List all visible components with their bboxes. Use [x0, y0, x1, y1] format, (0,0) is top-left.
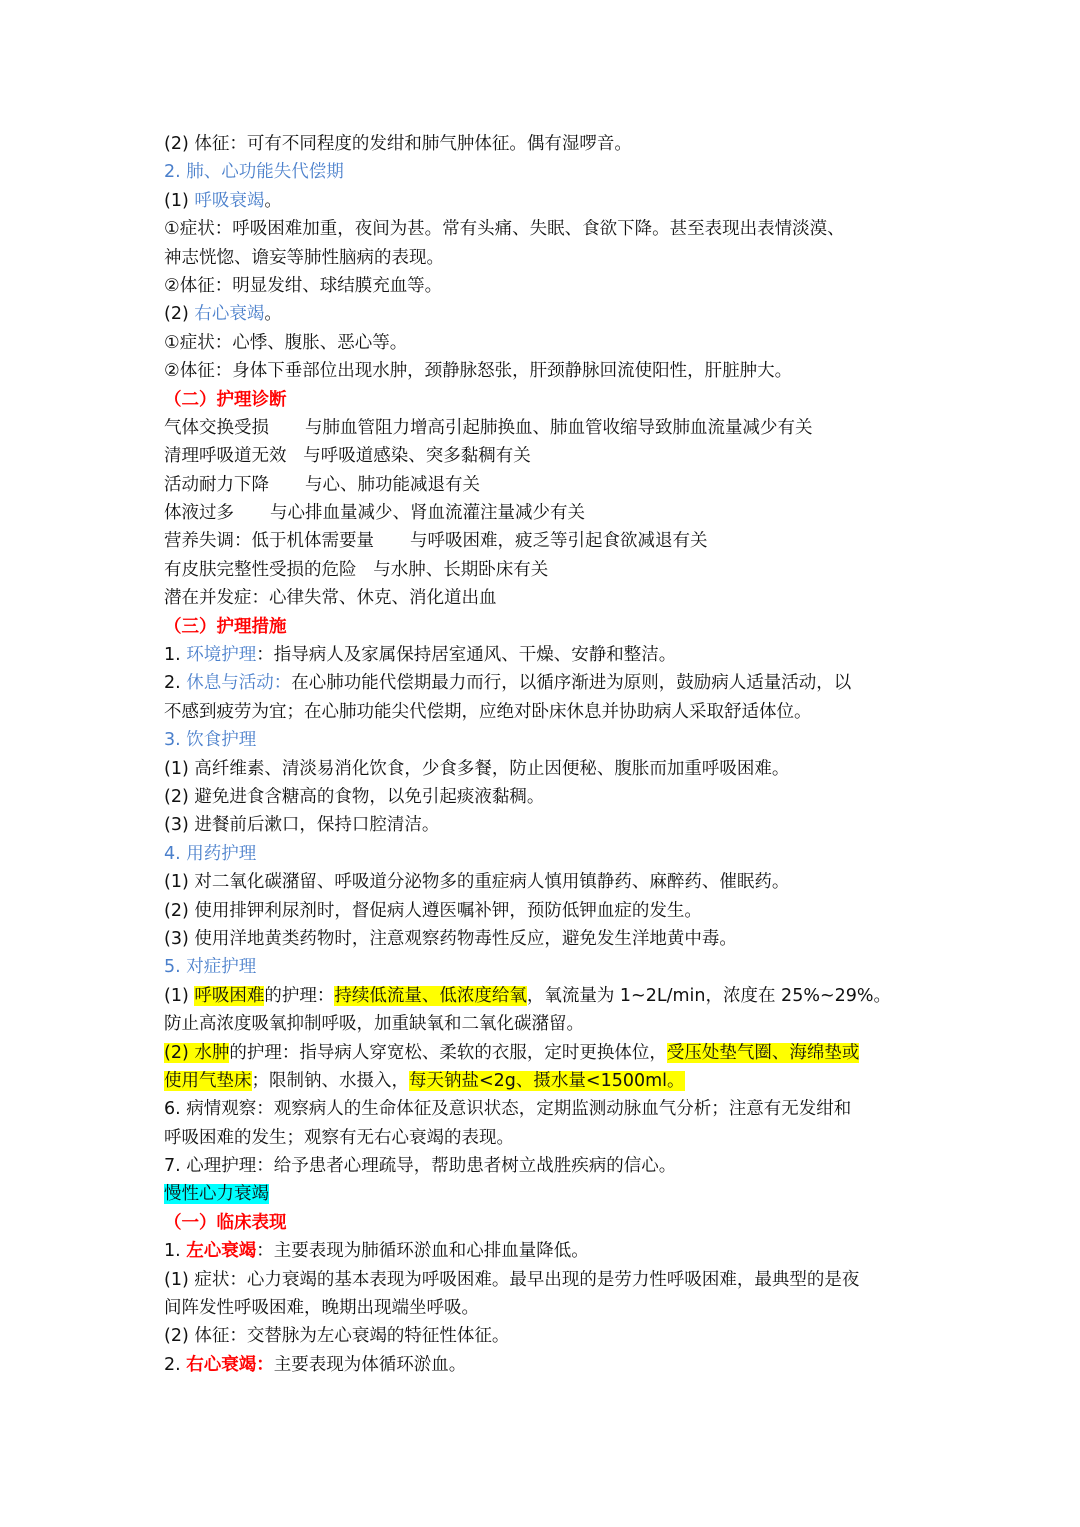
spacer: [287, 446, 304, 466]
text-line: [164, 187, 924, 215]
diagnosis-term: 气体交换受损: [164, 417, 269, 438]
text-line: [164, 215, 924, 243]
text-line: [164, 1010, 924, 1038]
text-span: 5. 对症护理: [164, 957, 257, 978]
diagnosis-term: 活动耐力下降: [164, 474, 269, 495]
diagnosis-term: 清理呼吸道无效: [164, 446, 287, 467]
text-line: [164, 300, 924, 328]
text-span: 在心肺功能代偿期最力而行，以循序渐进为原则，鼓励病人适量活动，以: [291, 673, 852, 694]
text-span: (2) 体征：交替脉为左心衰竭的特征性体征。: [164, 1326, 510, 1347]
section-heading: [164, 840, 924, 868]
text-span: ①症状：呼吸困难加重，夜间为甚。常有头痛、失眠、食欲下降。甚至表现出表情淡漠、: [164, 219, 845, 240]
text-span: (3) 使用洋地黄类药物时，注意观察药物毒性反应，避免发生洋地黄中毒。: [164, 928, 737, 949]
text-span: （二）护理诊断: [164, 389, 287, 410]
text-span: (1) 高纤维素、清淡易消化饮食，少食多餐，防止因便秘、腹胀而加重呼吸困难。: [164, 758, 790, 779]
text-line: [164, 1266, 924, 1294]
section-heading: [164, 613, 924, 641]
blue-term: 休息与活动：: [186, 673, 292, 694]
text-span: 。: [264, 190, 282, 211]
text-line: [164, 1294, 924, 1322]
text-line: [164, 527, 924, 555]
section-heading: [164, 158, 924, 186]
text-line: [164, 1095, 924, 1123]
text-span: 2.: [164, 1354, 187, 1375]
text-span: ；限制钠、水摄入，: [251, 1070, 409, 1091]
text-span: ，氧流量为 1~2L/min，浓度在 25%~29%。: [526, 985, 892, 1006]
diagnosis-term: 营养失调：低于机体需要量: [164, 531, 374, 552]
highlighted-text: 每天钠盐<2g、摄水量<1500ml。: [409, 1070, 685, 1091]
text-span: (3) 进餐前后漱口，保持口腔清洁。: [164, 815, 440, 836]
highlighted-term: 水肿: [194, 1042, 230, 1063]
chapter-title: 慢性心力衰竭: [164, 1184, 269, 1205]
diagnosis-term: 体液过多: [164, 503, 234, 524]
text-line: [164, 499, 924, 527]
text-line: [164, 130, 924, 158]
text-span: 间阵发性呼吸困难，晚期出现端坐呼吸。: [164, 1298, 479, 1319]
text-span: （三）护理措施: [164, 616, 287, 637]
text-span: 呼吸困难的发生；观察有无右心衰竭的表现。: [164, 1127, 514, 1148]
text-line: [164, 471, 924, 499]
text-span: (2) 使用排钾利尿剂时，督促病人遵医嘱补钾，预防低钾血症的发生。: [164, 900, 702, 921]
blue-term: 右心衰竭: [194, 304, 265, 325]
diagnosis-reason: 与呼吸道感染、突多黏稠有关: [303, 446, 531, 467]
text-line: [164, 357, 924, 385]
highlighted-term: 呼吸困难: [194, 985, 265, 1006]
highlighted-text: 使用气垫床: [164, 1070, 252, 1091]
diagnosis-reason: 与水肿、长期卧床有关: [373, 559, 549, 580]
highlighted-text: 受压处垫气圈、海绵垫或: [666, 1042, 860, 1063]
text-span: (1) 对二氧化碳潴留、呼吸道分泌物多的重症病人慎用镇静药、麻醉药、催眠药。: [164, 872, 790, 893]
text-span: (1): [164, 190, 195, 211]
diagnosis-reason: 与心排血量减少、肾血流灌注量减少有关: [270, 503, 585, 524]
text-span: ：指导病人及家属保持居室通风、干燥、安静和整洁。: [256, 645, 677, 666]
text-line: [164, 584, 924, 612]
text-span: 不感到疲劳为宜；在心肺功能尖代偿期，应绝对卧床休息并协助病人采取舒适体位。: [164, 701, 812, 722]
text-span: 4. 用药护理: [164, 843, 257, 864]
text-span: 。: [264, 304, 282, 325]
text-line: [164, 244, 924, 272]
text-line: [164, 1322, 924, 1350]
text-line: [164, 669, 924, 697]
text-line: [164, 414, 924, 442]
highlighted-text: 持续低流量、低浓度给氧: [334, 985, 527, 1006]
diagnosis-reason: 与肺血管阻力增高引起肺换血、肺血管收缩导致肺血流量减少有关: [305, 417, 813, 438]
text-span: 潜在并发症：心律失常、休克、消化道出血: [164, 588, 497, 609]
section-heading: [164, 1209, 924, 1237]
text-span: 的护理：指导病人穿宽松、柔软的衣服，定时更换体位，: [229, 1042, 667, 1063]
diagnosis-reason: 与心、肺功能减退有关: [305, 474, 480, 495]
section-heading: [164, 386, 924, 414]
text-span: ：主要表现为肺循环淤血和心排血量降低。: [256, 1241, 589, 1262]
text-span: （一）临床表现: [164, 1212, 287, 1233]
text-span: 6. 病情观察：观察病人的生命体征及意识状态，定期监测动脉血气分析；注意有无发绀和: [164, 1099, 852, 1120]
text-span: 3. 饮食护理: [164, 730, 257, 751]
text-line: [164, 1039, 924, 1067]
text-span: 1.: [164, 645, 187, 666]
red-term: 左心衰竭: [186, 1241, 257, 1262]
highlighted-text: (2): [164, 1042, 195, 1063]
text-line: [164, 641, 924, 669]
text-line: [164, 1351, 924, 1379]
text-line: [164, 556, 924, 584]
text-line: [164, 272, 924, 300]
text-line: [164, 1180, 924, 1208]
text-line: [164, 329, 924, 357]
diagnosis-term: 有皮肤完整性受损的危险: [164, 559, 357, 580]
text-span: ①症状：心悸、腹胀、恶心等。: [164, 332, 408, 353]
text-line: [164, 783, 924, 811]
text-line: [164, 755, 924, 783]
text-line: [164, 811, 924, 839]
spacer: [357, 560, 374, 580]
text-line: [164, 1152, 924, 1180]
document-page: [164, 130, 924, 1379]
text-span: 1.: [164, 1241, 187, 1262]
text-span: 2. 肺、心功能失代偿期: [164, 162, 344, 183]
blue-term: 环境护理: [186, 645, 257, 666]
section-heading: [164, 953, 924, 981]
diagnosis-reason: 与呼吸困难，疲乏等引起食欲减退有关: [410, 531, 708, 552]
text-line: [164, 1067, 924, 1095]
text-span: (2) 避免进食含糖高的食物，以免引起痰液黏稠。: [164, 786, 545, 807]
text-span: (1) 症状：心力衰竭的基本表现为呼吸困难。最早出现的是劳力性呼吸困难，最典型的是夜: [164, 1269, 860, 1290]
text-span: (2) 体征：可有不同程度的发绀和肺气肿体征。偶有湿啰音。: [164, 134, 632, 154]
text-span: 7. 心理护理：给予患者心理疏导，帮助患者树立战胜疾病的信心。: [164, 1156, 677, 1177]
text-line: [164, 1124, 924, 1152]
text-span: ②体征：明显发绀、球结膜充血等。: [164, 275, 443, 296]
text-span: 2.: [164, 673, 187, 694]
text-line: [164, 925, 924, 953]
red-term: 右心衰竭：: [186, 1354, 274, 1375]
text-line: [164, 868, 924, 896]
text-span: ②体征：身体下垂部位出现水肿，颈静脉怒张，肝颈静脉回流使阳性，肝脏肿大。: [164, 361, 793, 382]
text-line: [164, 442, 924, 470]
text-line: [164, 698, 924, 726]
blue-term: 呼吸衰竭: [194, 190, 265, 211]
text-span: 防止高浓度吸氧抑制呼吸，加重缺氧和二氧化碳潴留。: [164, 1014, 584, 1035]
text-span: 的护理：: [264, 985, 335, 1006]
text-line: [164, 897, 924, 925]
section-heading: [164, 726, 924, 754]
text-line: [164, 982, 924, 1010]
text-span: 主要表现为体循环淤血。: [273, 1354, 467, 1375]
text-span: (1): [164, 985, 195, 1006]
text-span: (2): [164, 304, 195, 325]
text-line: [164, 1237, 924, 1265]
text-span: 神志恍惚、谵妄等肺性脑病的表现。: [164, 247, 444, 268]
